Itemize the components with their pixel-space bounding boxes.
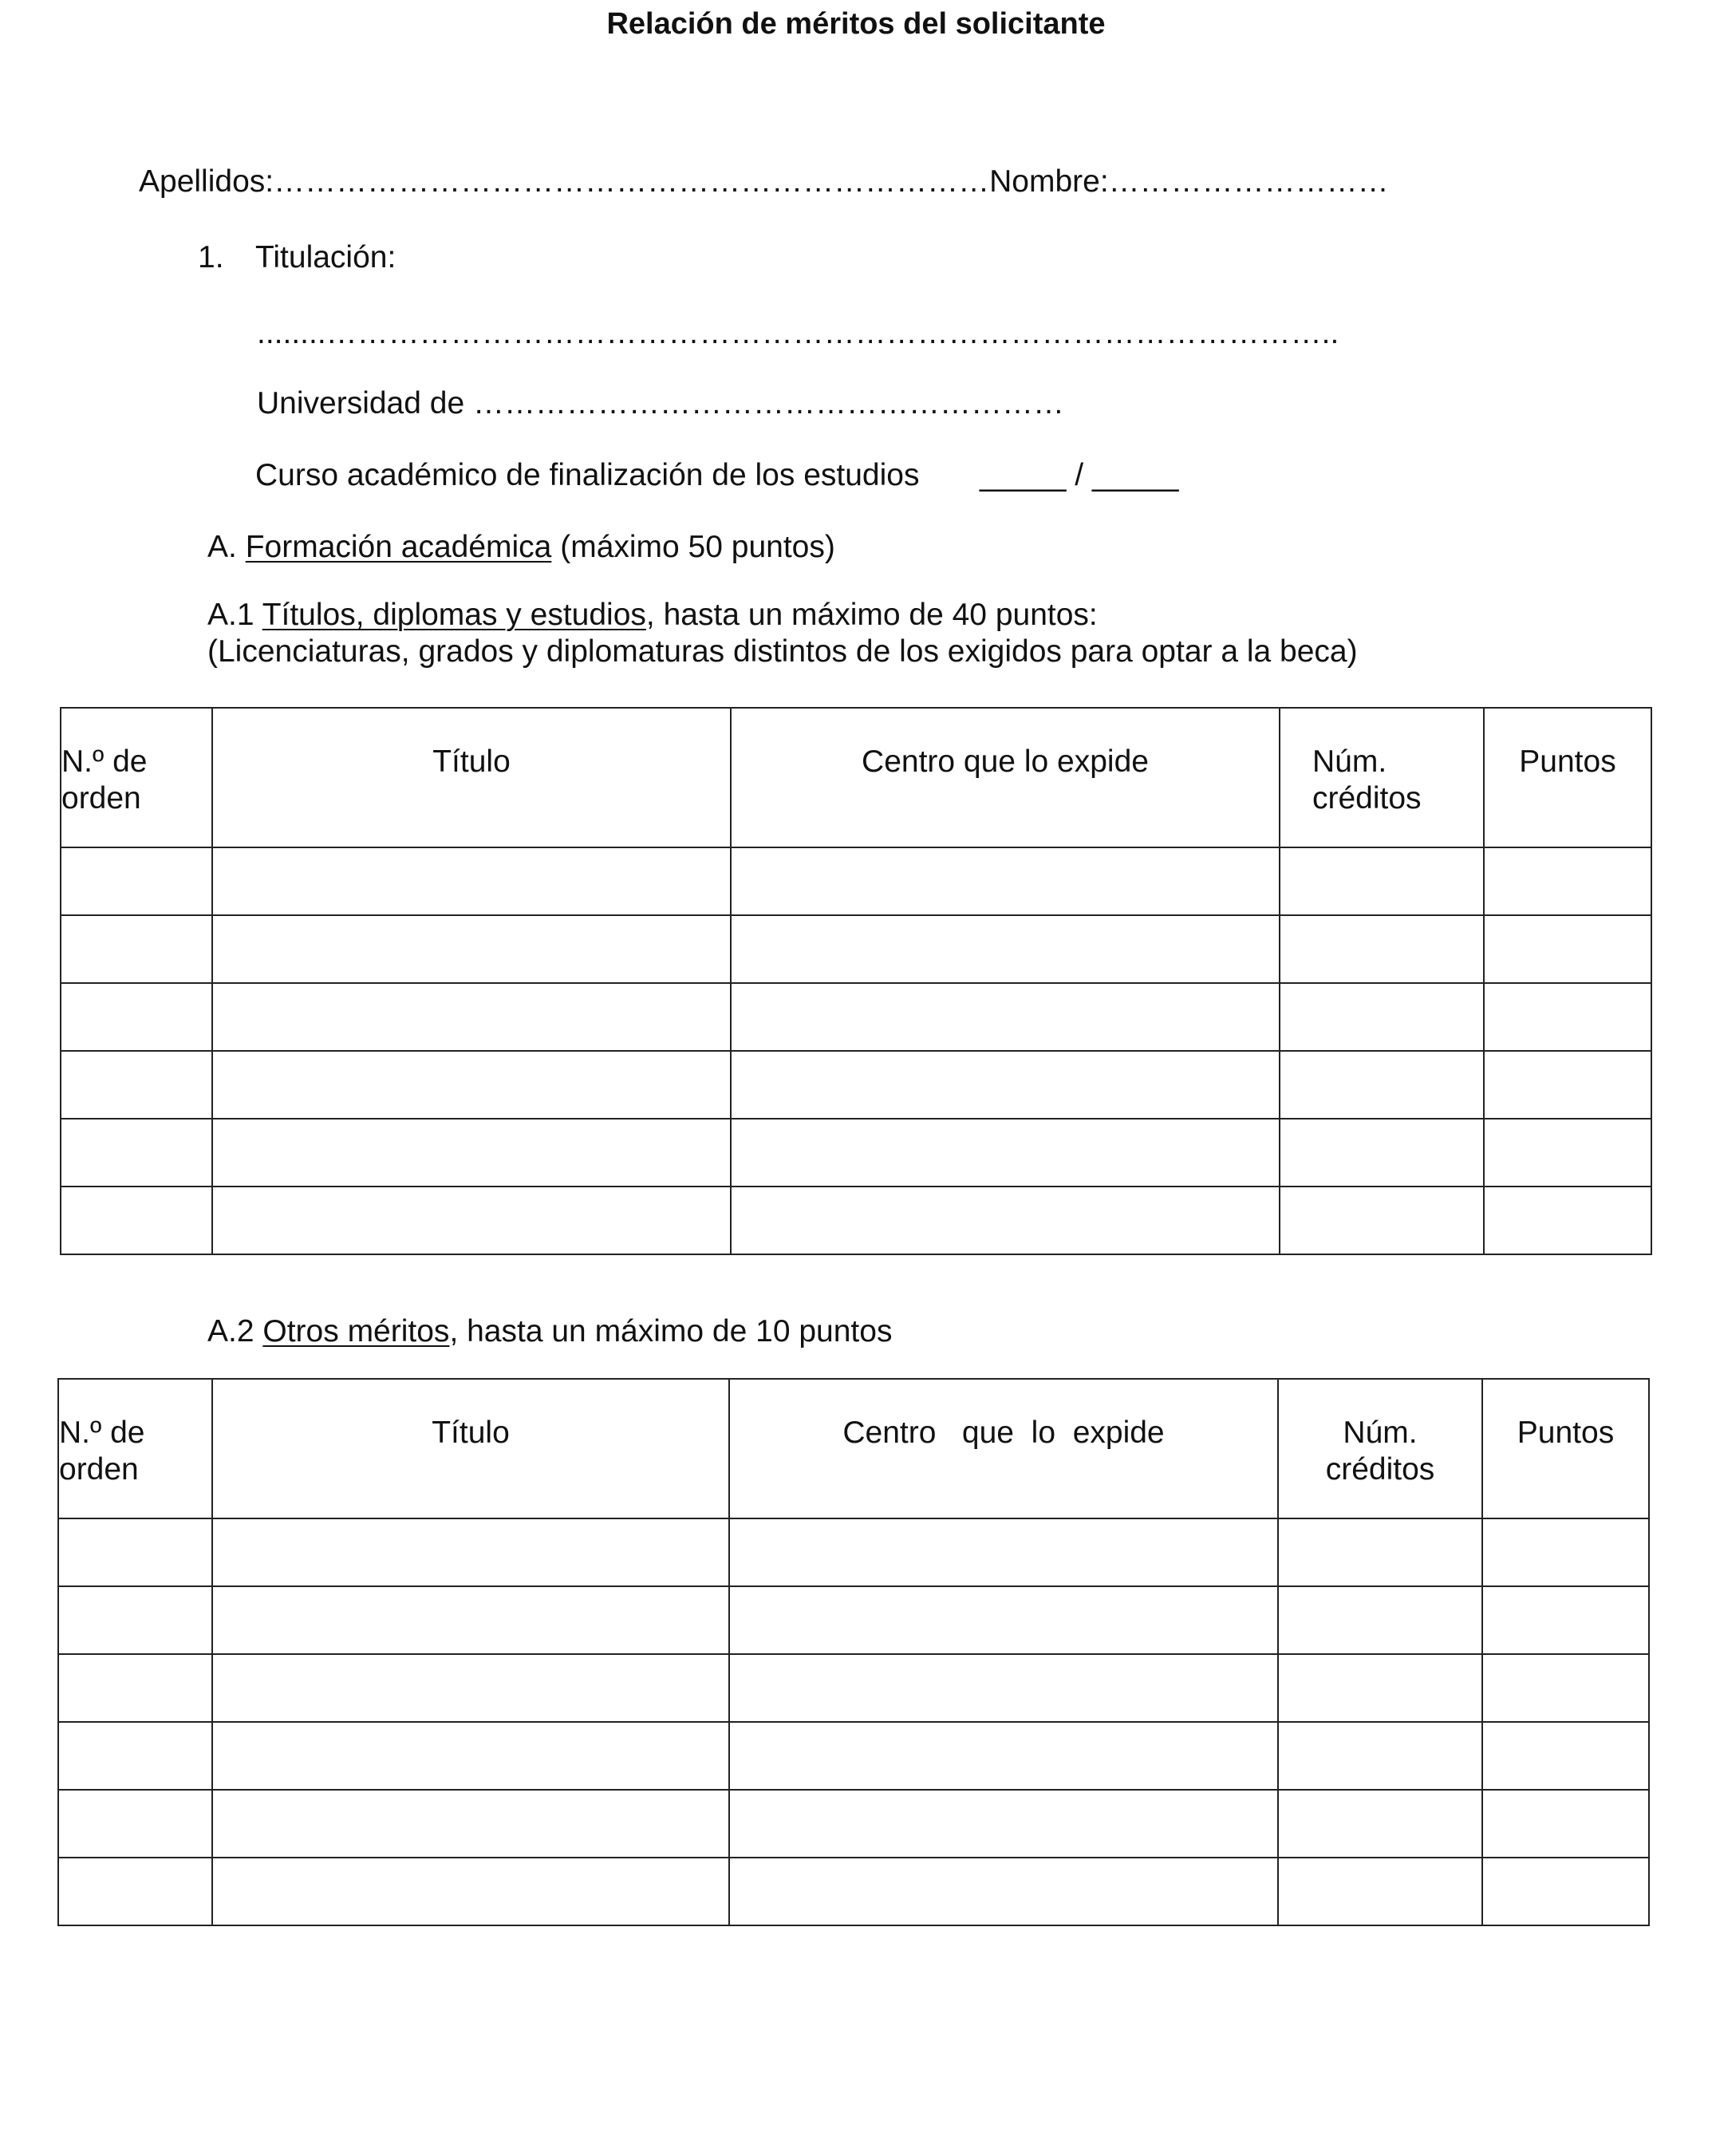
section-a-title: Formación académica	[245, 530, 552, 564]
table-row	[61, 847, 1651, 915]
cell-order[interactable]	[58, 1586, 212, 1654]
header-credits-line2: créditos	[1312, 781, 1422, 815]
cell-title[interactable]	[212, 847, 731, 915]
table-row	[61, 1187, 1651, 1254]
section-a1-note: (Licenciaturas, grados y diplomaturas distintos de los exigidos para optar a la beca)	[207, 634, 1358, 669]
cell-centre[interactable]	[729, 1858, 1278, 1925]
header-order	[58, 1379, 212, 1518]
header-centre: Centro que lo expide	[731, 708, 1280, 847]
titulacion-number: 1.	[198, 240, 224, 274]
header-order-line1: N.º de	[59, 1416, 145, 1450]
cell-order[interactable]	[61, 915, 212, 983]
section-a-prefix: A.	[207, 530, 237, 564]
table-row	[58, 1654, 1649, 1722]
table-row	[58, 1518, 1649, 1586]
cell-centre[interactable]	[731, 1119, 1280, 1187]
cell-points[interactable]	[1482, 1518, 1649, 1586]
cell-order[interactable]	[61, 847, 212, 915]
header-credits	[1280, 708, 1484, 847]
header-title: Título	[212, 1379, 729, 1518]
table-row	[58, 1790, 1649, 1858]
table-row	[58, 1722, 1649, 1790]
applicant-name-line	[139, 164, 1389, 200]
cell-order[interactable]	[58, 1858, 212, 1925]
cell-credits[interactable]	[1278, 1518, 1482, 1586]
cell-points[interactable]	[1484, 1051, 1651, 1119]
cell-credits[interactable]	[1278, 1790, 1482, 1858]
page-title: Relación de méritos del solicitante	[606, 7, 1106, 41]
university-line	[257, 385, 1064, 422]
section-a1-prefix: A.1	[207, 598, 254, 632]
table-row	[61, 983, 1651, 1051]
cell-title[interactable]	[212, 915, 731, 983]
cell-title[interactable]	[212, 1858, 729, 1925]
cell-credits[interactable]	[1280, 983, 1484, 1051]
surname-label: Apellidos:	[139, 164, 274, 199]
cell-centre[interactable]	[731, 983, 1280, 1051]
titulacion-label: Titulación:	[255, 240, 396, 274]
header-centre: Centro que lo expide	[729, 1379, 1278, 1518]
header-credits-line2: créditos	[1325, 1452, 1435, 1487]
header-order-line2: orden	[61, 781, 141, 815]
section-a-suffix: (máximo 50 puntos)	[560, 530, 835, 564]
table-row	[61, 1051, 1651, 1119]
section-a-heading	[207, 529, 835, 566]
cell-points[interactable]	[1482, 1858, 1649, 1925]
cell-points[interactable]	[1484, 847, 1651, 915]
cell-order[interactable]	[61, 983, 212, 1051]
cell-order[interactable]	[58, 1790, 212, 1858]
titles-table-body	[61, 847, 1651, 1254]
cell-title[interactable]	[212, 1187, 731, 1254]
other-merits-table-body	[58, 1518, 1649, 1925]
cell-points[interactable]	[1484, 1187, 1651, 1254]
cell-credits[interactable]	[1280, 915, 1484, 983]
cell-centre[interactable]	[729, 1790, 1278, 1858]
cell-title[interactable]	[212, 1518, 729, 1586]
cell-credits[interactable]	[1278, 1654, 1482, 1722]
cell-credits[interactable]	[1278, 1858, 1482, 1925]
name-label: Nombre:	[989, 164, 1109, 199]
cell-credits[interactable]	[1280, 847, 1484, 915]
cell-points[interactable]	[1484, 1119, 1651, 1187]
course-field[interactable]: _____ / _____	[980, 458, 1179, 492]
other-merits-table	[57, 1378, 1650, 1926]
section-a2-title: Otros méritos	[262, 1314, 450, 1348]
cell-centre[interactable]	[731, 1187, 1280, 1254]
cell-points[interactable]	[1482, 1790, 1649, 1858]
cell-order[interactable]	[61, 1051, 212, 1119]
cell-title[interactable]	[212, 983, 731, 1051]
university-label: Universidad de	[257, 386, 465, 421]
header-credits-line1: Núm.	[1343, 1416, 1418, 1450]
cell-centre[interactable]	[731, 915, 1280, 983]
cell-order[interactable]	[58, 1654, 212, 1722]
header-points: Puntos	[1482, 1379, 1649, 1518]
cell-title[interactable]	[212, 1722, 729, 1790]
cell-credits[interactable]	[1280, 1187, 1484, 1254]
header-order-line1: N.º de	[61, 744, 148, 779]
cell-credits[interactable]	[1278, 1586, 1482, 1654]
cell-title[interactable]	[212, 1586, 729, 1654]
section-a1-suffix: , hasta un máximo de 40 puntos:	[645, 598, 1098, 632]
cell-title[interactable]	[212, 1790, 729, 1858]
cell-title[interactable]	[212, 1654, 729, 1722]
cell-credits[interactable]	[1280, 1051, 1484, 1119]
table-row	[61, 1119, 1651, 1187]
table-row	[58, 1858, 1649, 1925]
cell-points[interactable]	[1482, 1722, 1649, 1790]
header-points: Puntos	[1484, 708, 1651, 847]
cell-points[interactable]	[1482, 1654, 1649, 1722]
cell-centre[interactable]	[731, 847, 1280, 915]
cell-centre[interactable]	[731, 1051, 1280, 1119]
university-field[interactable]: …………………………………………………	[473, 386, 1064, 421]
header-credits-line1: Núm.	[1312, 744, 1387, 779]
header-credits	[1278, 1379, 1482, 1518]
cell-title[interactable]	[212, 1119, 731, 1187]
table-row	[61, 915, 1651, 983]
cell-order[interactable]	[58, 1518, 212, 1586]
name-field[interactable]: ………………………	[1108, 164, 1389, 199]
table-row	[58, 1586, 1649, 1654]
header-order	[61, 708, 212, 847]
cell-points[interactable]	[1484, 915, 1651, 983]
titles-table	[60, 707, 1652, 1255]
cell-centre[interactable]	[729, 1518, 1278, 1586]
cell-order[interactable]	[61, 1187, 212, 1254]
header-title: Título	[212, 708, 731, 847]
surname-field[interactable]: ……………………………………………………………	[274, 164, 990, 199]
cell-credits[interactable]	[1278, 1722, 1482, 1790]
cell-points[interactable]	[1482, 1586, 1649, 1654]
section-a2-prefix: A.2	[207, 1314, 254, 1348]
course-label: Curso académico de finalización de los estudios	[255, 458, 920, 492]
cell-centre[interactable]	[729, 1586, 1278, 1654]
section-a1-title: Títulos, diplomas y estudios	[262, 598, 646, 632]
titulacion-field[interactable]: ........……………………………………………………………………………………..	[257, 316, 1339, 350]
cell-centre[interactable]	[729, 1722, 1278, 1790]
cell-order[interactable]	[58, 1722, 212, 1790]
header-order-line2: orden	[59, 1452, 139, 1487]
cell-title[interactable]	[212, 1051, 731, 1119]
cell-credits[interactable]	[1280, 1119, 1484, 1187]
cell-points[interactable]	[1484, 983, 1651, 1051]
section-a2-heading	[207, 1313, 892, 1350]
cell-centre[interactable]	[729, 1654, 1278, 1722]
section-a1-heading	[207, 597, 1098, 634]
section-a2-suffix: , hasta un máximo de 10 puntos	[449, 1314, 893, 1348]
cell-order[interactable]	[61, 1119, 212, 1187]
table-header-row	[58, 1379, 1649, 1518]
table-header-row	[61, 708, 1651, 847]
